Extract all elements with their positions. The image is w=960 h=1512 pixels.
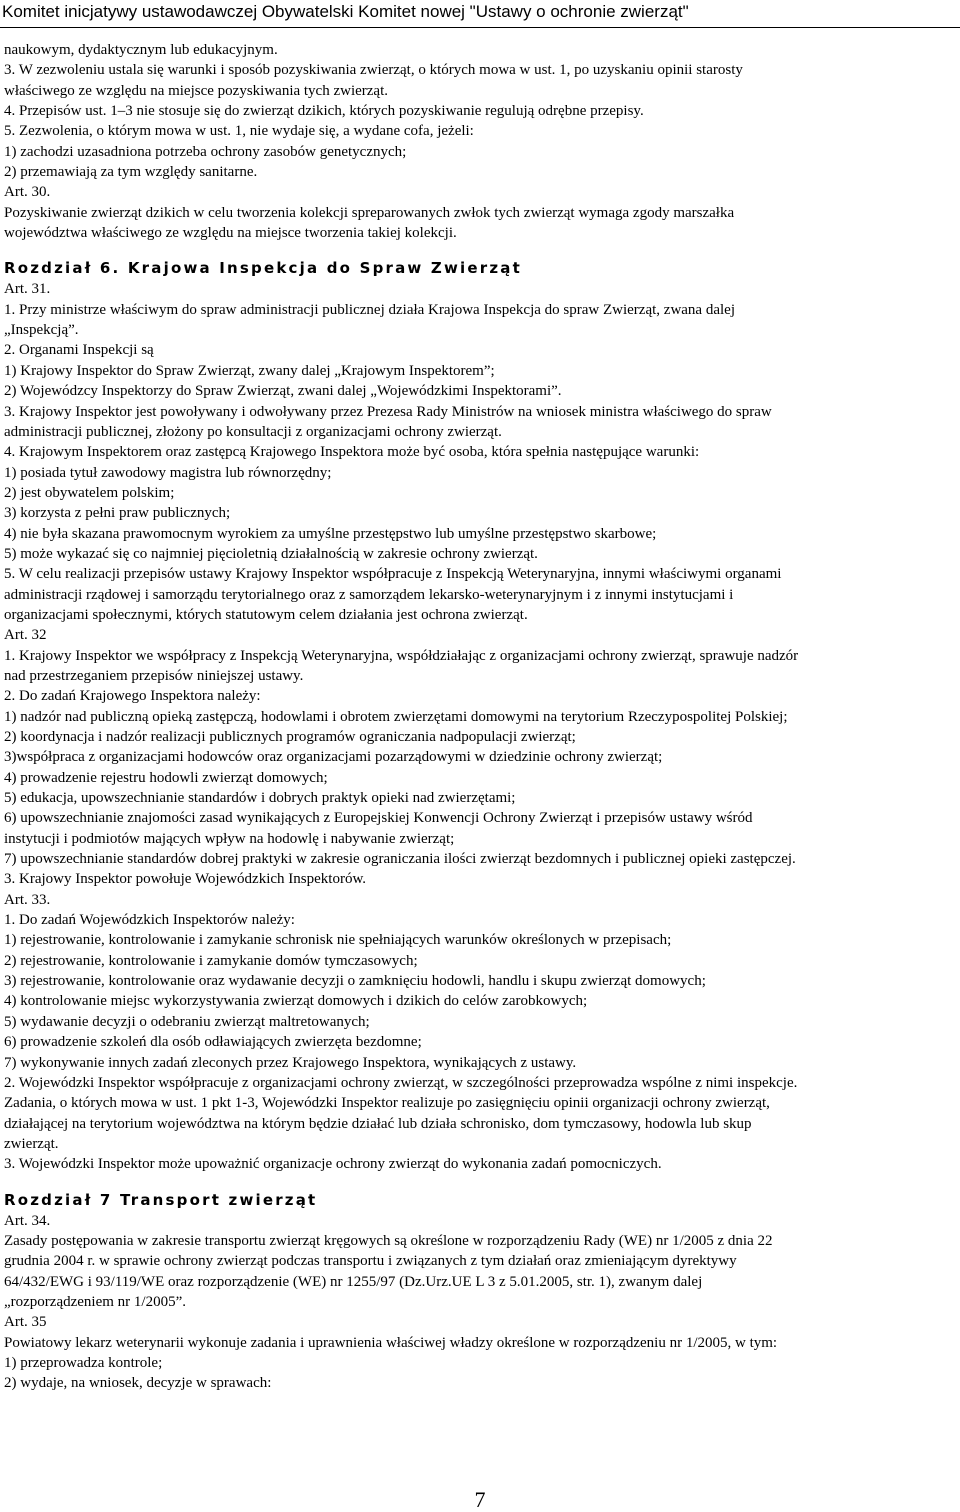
text-line: 4. Krajowym Inspektorem oraz zastępcą Krajowego Inspektora może być osoba, która spełnia następujące warunki: [4,444,700,461]
text-line: 2) wydaje, na wniosek, decyzje w sprawach: [4,1375,272,1392]
text-line: 5. Zezwolenia, o którym mowa w ust. 1, nie wydaje się, a wydane cofa, jeżeli: [4,123,474,140]
text-line: 3. Krajowy Inspektor jest powoływany i odwoływany przez Prezesa Rady Ministrów na wniosek ministra właściwego do spraw [4,403,772,420]
text-line: 7) upowszechnianie standardów dobrej praktyki w zakresie ograniczania ilości zwierząt bezdomnych i publicznej opieki zastępczej. [4,851,796,868]
text-line: instytucji i podmiotów mających wpływ na hodowlę i nabywanie zwierząt; [4,830,455,847]
text-line: administracji rządowej i samorządu terytorialnego oraz z samorządem lekarsko-weterynaryjnym i z innymi instytucjami i [4,586,734,603]
text-line: 1. Krajowy Inspektor we współpracy z Inspekcją Weterynaryjna, współdziałając z organizacjami ochrony zwierząt, sprawuje nadzór [4,647,799,664]
text-line: Powiatowy lekarz weterynarii wykonuje zadania i uprawnienia właściwej władzy określone w rozporządzeniu nr 1/2005, w tym: [4,1334,778,1351]
text-line: Art. 30. [4,184,51,201]
text-line: Zadania, o których mowa w ust. 1 pkt 1-3, Wojewódzki Inspektor realizuje po zasięgnięciu opinii organizacji ochrony zwierząt, [4,1095,770,1112]
text-line: „Inspekcją”. [4,322,79,339]
text-line: Art. 34. [4,1212,51,1229]
text-line: 1. Do zadań Wojewódzkich Inspektorów należy: [4,912,295,929]
document-body [4,40,956,1394]
text-line: Pozyskiwanie zwierząt dzikich w celu tworzenia kolekcji spreparowanych zwłok tych zwierząt wymaga zgody marszałka [4,204,735,221]
text-line: nad przestrzeganiem przepisów niniejszej ustawy. [4,667,304,684]
text-line: 2) rejestrowanie, kontrolowanie i zamykanie domów tymczasowych; [4,952,418,969]
text-line: Zasady postępowania w zakresie transportu zwierząt kręgowych są określone w rozporządzeniu Rady (WE) nr 1/2005 z dnia 22 [4,1232,773,1249]
page-number: 7 [474,1487,486,1512]
text-line: 5) edukacja, upowszechnianie standardów i dobrych praktyk opieki nad zwierzętami; [4,790,516,807]
section-chapter-7 [4,1211,956,1394]
text-line: 1. Przy ministrze właściwym do spraw administracji publicznej działa Krajowa Inspekcja do spraw Zwierząt, zwana dalej [4,301,735,318]
text-line: 5) może wykazać się co najmniej pięcioletnią działalnością w zakresie ochrony zwierząt. [4,545,538,562]
text-line: zwierząt. [4,1135,59,1152]
section-art-29-30 [4,40,956,243]
text-line: „rozporządzeniem nr 1/2005”. [4,1293,186,1310]
text-line: działającej na terytorium województwa na którym będzie działać lub działa schronisko, dom tymczasowy, hodowla lub skup [4,1115,752,1132]
text-line: naukowym, dydaktycznym lub edukacyjnym. [4,42,278,58]
chapter-7-heading: Rozdział 7 Transport zwierząt [4,1190,318,1209]
chapter-6-heading: Rozdział 6. Krajowa Inspekcja do Spraw Zwierząt [4,259,522,278]
text-line: 2. Organami Inspekcji są [4,342,154,359]
text-line: 2) jest obywatelem polskim; [4,484,175,501]
text-line: Art. 31. [4,281,51,298]
section-chapter-6 [4,279,956,1174]
text-line: 4. Przepisów ust. 1–3 nie stosuje się do zwierząt dzikich, których pozyskiwanie regulują odrębne przepisy. [4,103,644,120]
text-line: 3. Wojewódzki Inspektor może upoważnić organizacje ochrony zwierząt do wykonania zadań pomocniczych. [4,1156,662,1173]
text-line: 2. Do zadań Krajowego Inspektora należy: [4,688,261,705]
text-line: 2. Wojewódzki Inspektor współpracuje z organizacjami ochrony zwierząt, w szczególności przeprowadza wspólne z nimi inspekcje. [4,1074,798,1091]
header-rule [0,27,960,28]
text-line: 4) nie była skazana prawomocnym wyrokiem za umyślne przestępstwo lub umyślne przestępstwo skarbowe; [4,525,657,542]
text-line: 5) wydawanie decyzji o odebraniu zwierząt maltretowanych; [4,1013,370,1030]
text-line: 1) rejestrowanie, kontrolowanie i zamykanie schronisk nie spełniających warunków określonych w przepisach; [4,932,672,949]
text-line: 2) koordynacja i nadzór realizacji publicznych programów ograniczania nadpopulacji zwierząt; [4,729,576,745]
text-line: województwa właściwego ze względu na miejsce tworzenia takiej kolekcji. [4,225,457,242]
text-line: 1) zachodzi uzasadniona potrzeba ochrony zasobów genetycznych; [4,143,407,160]
text-line: 1) nadzór nad publiczną opieką zastępczą, hodowlami i obrotem zwierzętami domowymi na terytorium Rzeczypospolitej Polskiej; [4,708,788,725]
text-line: Art. 35 [4,1314,47,1331]
text-line: 3) rejestrowanie, kontrolowanie oraz wydawanie decyzji o zamknięciu hodowli, handlu i skupu zwierząt domowych; [4,973,706,990]
text-line: Art. 32 [4,627,47,644]
document-header: Komitet inicjatywy ustawodawczej Obywatelski Komitet nowej "Ustawy o ochronie zwierząt" [2,2,689,21]
text-line: administracji publicznej, złożony po konsultacji z organizacjami ochrony zwierząt. [4,423,502,440]
text-line: 4) kontrolowanie miejsc wykorzystywania zwierząt domowych i dzikich do celów zarobkowych; [4,993,588,1010]
text-line: 5. W celu realizacji przepisów ustawy Krajowy Inspektor współpracuje z Inspekcją Weterynaryjna, innymi właściwymi organami [4,566,782,583]
text-line: 7) wykonywanie innych zadań zleconych przez Krajowego Inspektora, wynikających z ustawy. [4,1054,577,1071]
text-line: grudnia 2004 r. w sprawie ochrony zwierząt podczas transportu i związanych z tym działań oraz zmieniającym dyrektywy [4,1253,737,1270]
text-line: organizacjami społecznymi, których statutowym celem działania jest ochrona zwierząt. [4,606,528,623]
text-line: 6) prowadzenie szkoleń dla osób odławiających zwierzęta bezdomne; [4,1034,422,1051]
text-line: 1) przeprowadza kontrole; [4,1354,163,1371]
text-line: 3) korzysta z pełni praw publicznych; [4,505,231,522]
text-line: 2) Wojewódzcy Inspektorzy do Spraw Zwierząt, zwani dalej „Wojewódzkimi Inspektorami”. [4,383,562,400]
text-line: Art. 33. [4,891,51,908]
text-line: właściwego ze względu na miejsce pozyskiwania tych zwierząt. [4,82,389,99]
text-line: 3)współpraca z organizacjami hodowców oraz organizacjami pozarządowymi w dziedzinie ochrony zwierząt; [4,749,663,766]
text-line: 2) przemawiają za tym względy sanitarne. [4,164,258,181]
text-line: 1) Krajowy Inspektor do Spraw Zwierząt, zwany dalej „Krajowym Inspektorem”; [4,362,495,379]
text-line: 1) posiada tytuł zawodowy magistra lub równorzędny; [4,464,332,481]
text-line: 64/432/EWG i 93/119/WE oraz rozporządzenie (WE) nr 1255/97 (Dz.Urz.UE L 3 z 5.01.2005, str. 1), zwanym dalej [4,1273,703,1290]
text-line: 6) upowszechnianie znajomości zasad wynikających z Europejskiej Konwencji Ochrony Zwierząt i przepisów ustawy wśród [4,810,753,827]
text-line: 3. Krajowy Inspektor powołuje Wojewódzkich Inspektorów. [4,871,367,888]
text-line: 4) prowadzenie rejestru hodowli zwierząt domowych; [4,769,328,786]
text-line: 3. W zezwoleniu ustala się warunki i sposób pozyskiwania zwierząt, o których mowa w ust. 1, po uzyskaniu opinii starosty [4,62,743,79]
